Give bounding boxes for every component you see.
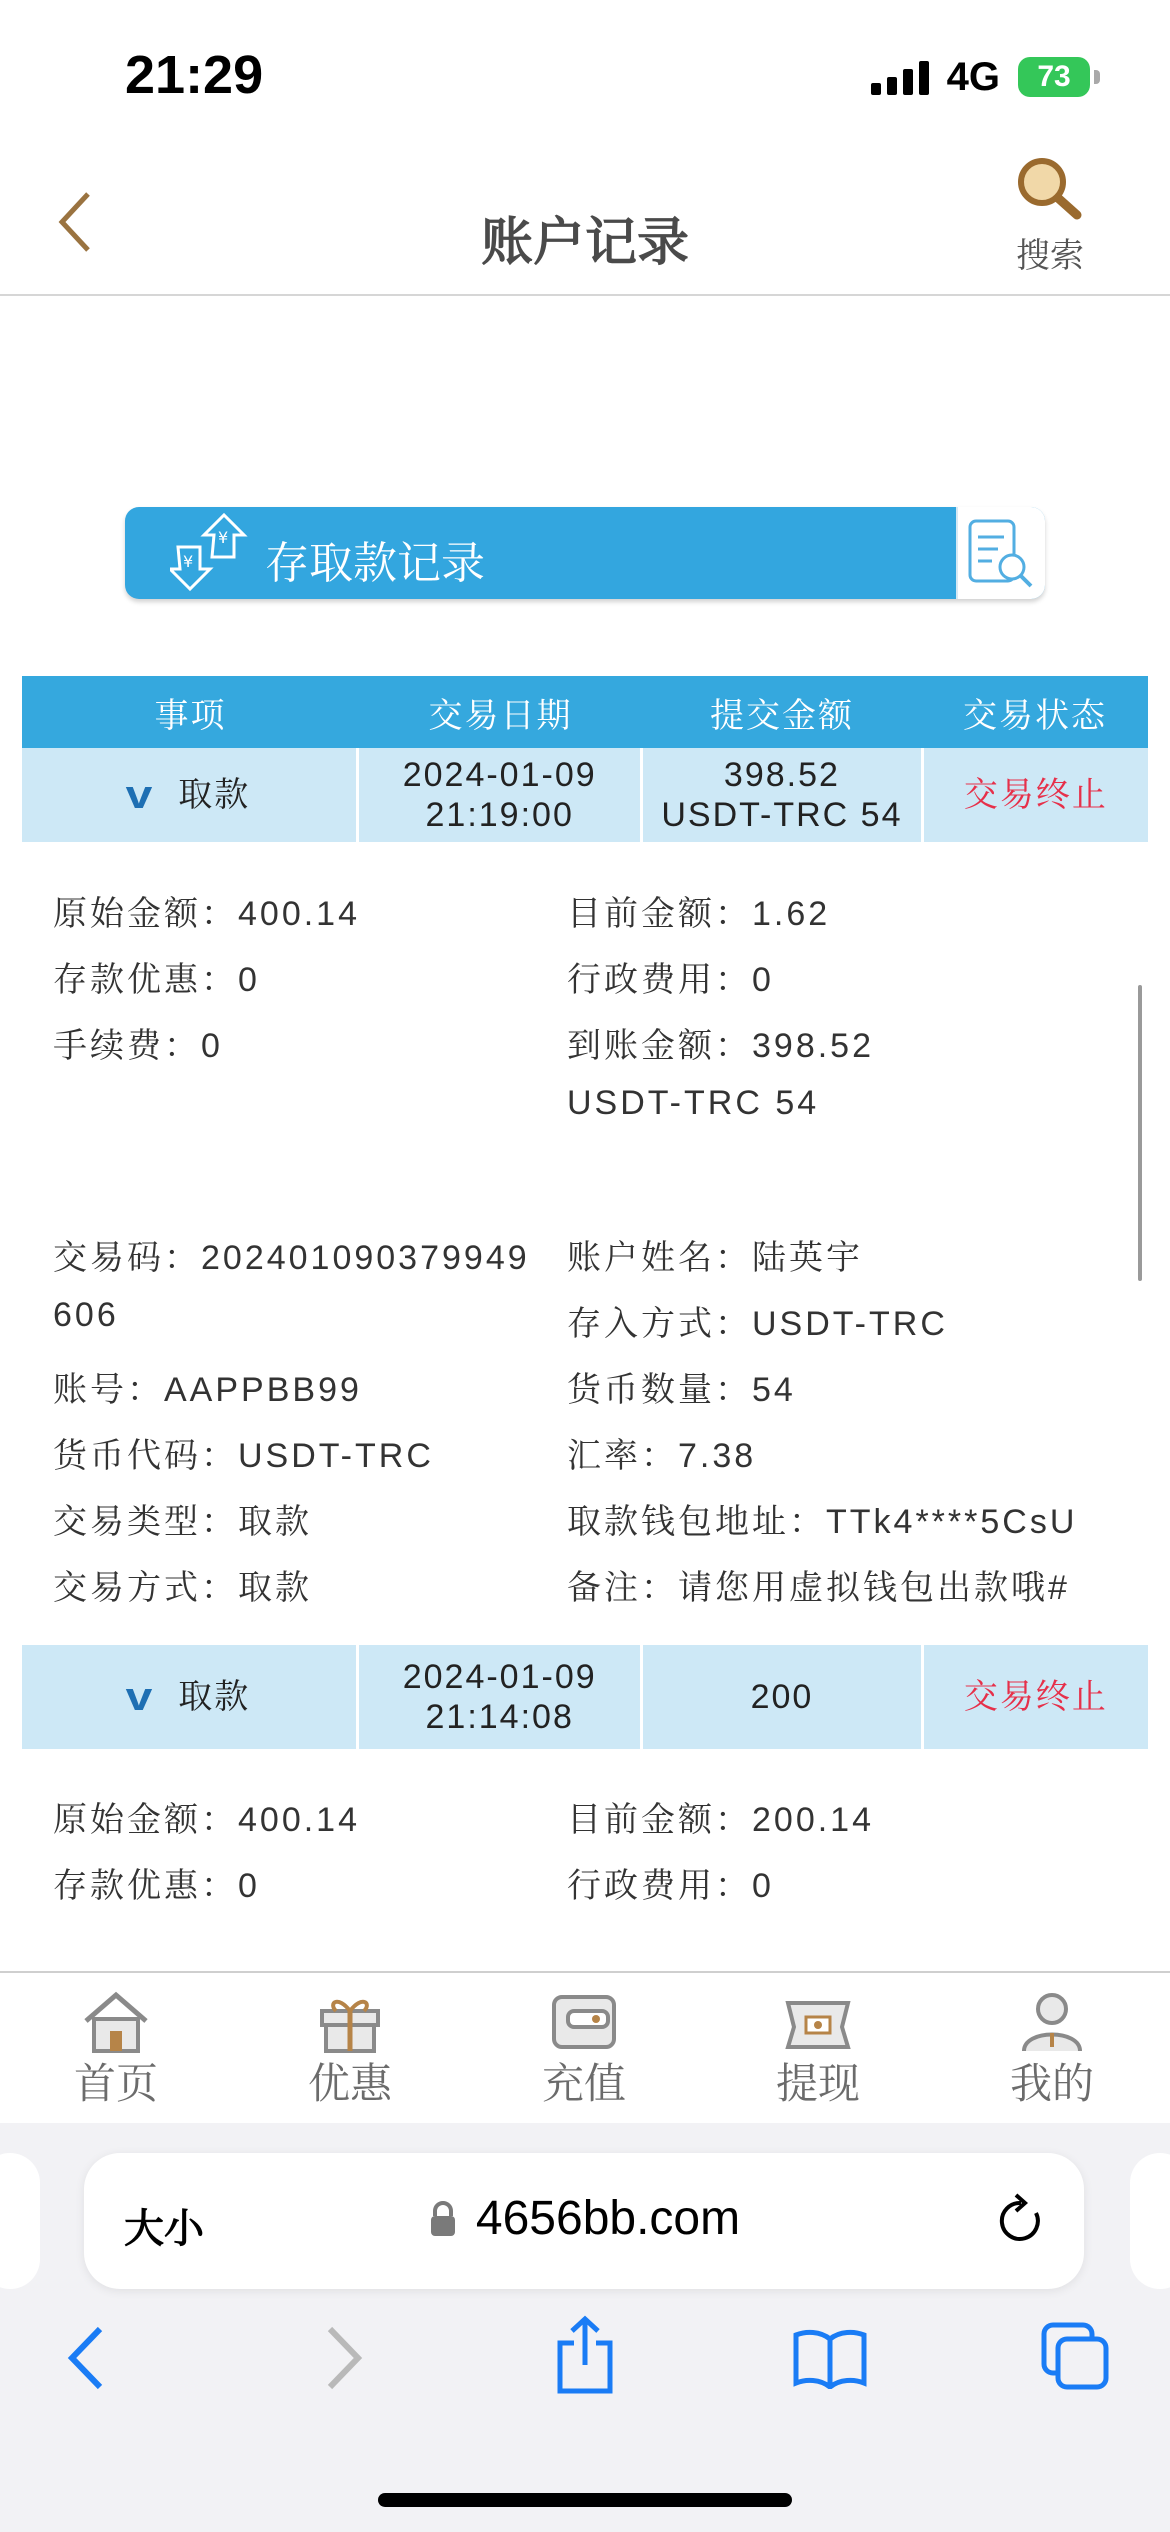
battery-icon: [1018, 57, 1090, 97]
nav-promotions[interactable]: [270, 1989, 430, 2111]
banner-title: 存取款记录: [265, 539, 485, 588]
chevron-down-icon[interactable]: v: [125, 1675, 155, 1719]
nav-deposit[interactable]: [504, 1989, 664, 2111]
record-amount-cell: [643, 748, 924, 842]
detail-wallet-address: 取款钱包地址：TTk4****5CsU: [567, 1503, 1078, 1541]
record-type: 取款: [178, 776, 251, 814]
detail-deposit-bonus: 存款优惠：0: [53, 1867, 260, 1905]
record-date-cell: [359, 748, 643, 842]
document-search-icon: [958, 507, 1045, 599]
previous-tab-peek[interactable]: [0, 2153, 40, 2289]
wallet-icon: [548, 1989, 620, 2055]
record-date: 2024-01-09: [402, 756, 597, 794]
next-tab-peek[interactable]: [1130, 2153, 1170, 2289]
record-type: 取款: [178, 1678, 251, 1716]
detail-account: 账号：AAPPBB99: [53, 1371, 362, 1409]
search-icon: [1015, 155, 1085, 221]
deposit-withdraw-banner: [125, 507, 1045, 599]
chevron-down-icon[interactable]: v: [125, 773, 155, 817]
nav-profile[interactable]: [972, 1989, 1132, 2111]
nav-label: 充值: [541, 2060, 626, 2107]
cash-icon: [782, 1989, 854, 2055]
detail-admin-fee: 行政费用：0: [567, 961, 774, 999]
browser-toolbar: [0, 2123, 1170, 2532]
detail-original-amount: 原始金额：400.14: [53, 1801, 360, 1839]
network-type: 4G: [946, 54, 1000, 99]
nav-label: 提现: [775, 2060, 860, 2107]
detail-current-amount: 目前金额：200.14: [567, 1801, 874, 1839]
battery-level: 73: [1037, 60, 1071, 93]
lock-icon: [428, 2200, 458, 2238]
app-header: [0, 150, 1170, 296]
detail-account-name: 账户姓名：陆英宇: [567, 1239, 863, 1277]
record-type-cell[interactable]: [22, 1645, 359, 1749]
record-time: 21:14:08: [425, 1698, 574, 1736]
column-header-amount: 提交金额: [710, 696, 854, 735]
record-row[interactable]: [22, 748, 1148, 842]
column-header-item: 事项: [154, 696, 227, 735]
column-header-date: 交易日期: [428, 696, 573, 735]
svg-text:¥: ¥: [218, 528, 229, 547]
forward-arrow-icon[interactable]: [318, 2323, 368, 2393]
record-time: 21:19:00: [425, 796, 574, 834]
nav-label: 首页: [73, 2060, 158, 2107]
user-icon: [1016, 1989, 1088, 2055]
status-indicators: [871, 52, 1090, 102]
url-display[interactable]: [84, 2191, 1084, 2246]
record-date: 2024-01-09: [402, 1658, 597, 1696]
home-indicator: [378, 2493, 792, 2507]
detail-remark: 备注：请您用虚拟钱包出款哦#: [567, 1569, 1070, 1607]
record-type-cell[interactable]: [22, 748, 359, 842]
bookmarks-icon[interactable]: [792, 2327, 868, 2389]
column-header-status: 交易状态: [963, 696, 1107, 735]
records-table-header: [22, 676, 1148, 748]
record-status: 交易终止: [963, 1678, 1108, 1716]
scroll-indicator[interactable]: [1138, 985, 1142, 1281]
detail-transaction-type: 交易类型：取款: [53, 1503, 312, 1541]
detail-deposit-bonus: 存款优惠：0: [53, 961, 260, 999]
detail-fee: 手续费：0: [53, 1027, 223, 1065]
detail-received-amount: 到账金额：398.52: [567, 1027, 874, 1065]
record-status: 交易终止: [963, 776, 1108, 814]
svg-text:¥: ¥: [183, 552, 194, 571]
home-icon: [80, 1989, 152, 2055]
detail-transaction-method: 交易方式：取款: [53, 1569, 312, 1607]
record-amount: 398.52: [723, 756, 840, 794]
search-label: 搜索: [1016, 237, 1084, 275]
nav-home[interactable]: [36, 1989, 196, 2111]
detail-admin-fee: 行政费用：0: [567, 1867, 774, 1905]
status-time: 21:29: [125, 45, 264, 105]
reload-icon[interactable]: [994, 2191, 1048, 2249]
detail-currency-quantity: 货币数量：54: [567, 1371, 796, 1409]
tabs-icon[interactable]: [1040, 2321, 1112, 2393]
detail-currency-code: 货币代码：USDT-TRC: [53, 1437, 434, 1475]
share-icon[interactable]: [552, 2313, 618, 2397]
url-text: 4656bb.com: [475, 2192, 741, 2245]
nav-withdraw[interactable]: [738, 1989, 898, 2111]
detail-exchange-rate: 汇率：7.38: [567, 1437, 757, 1475]
page-title: 账户记录: [480, 214, 689, 272]
cellular-signal-icon: [871, 59, 929, 95]
record-date-cell: [359, 1645, 643, 1749]
detail-received-amount-cont: USDT-TRC 54: [567, 1084, 820, 1122]
detail-transaction-code: 交易码：202401090379949: [53, 1239, 530, 1277]
banner-document-panel[interactable]: [956, 507, 1045, 599]
record-amount: 200: [643, 1645, 924, 1749]
record-row[interactable]: [22, 1645, 1148, 1749]
back-arrow-icon[interactable]: [62, 2323, 112, 2393]
search-button[interactable]: [990, 155, 1110, 277]
detail-current-amount: 目前金额：1.62: [567, 895, 831, 933]
address-bar[interactable]: [84, 2153, 1084, 2289]
text-size-button[interactable]: 大小: [124, 2207, 204, 2251]
detail-transaction-code-cont: 606: [53, 1296, 119, 1334]
nav-label: 我的: [1009, 2060, 1094, 2107]
gift-icon: [314, 1989, 386, 2055]
nav-label: 优惠: [307, 2060, 392, 2107]
money-exchange-icon: [170, 513, 252, 593]
record-amount-currency: USDT-TRC 54: [661, 796, 903, 834]
detail-deposit-method: 存入方式：USDT-TRC: [567, 1305, 948, 1343]
detail-original-amount: 原始金额：400.14: [53, 895, 360, 933]
bottom-navigation: [0, 1971, 1170, 2125]
